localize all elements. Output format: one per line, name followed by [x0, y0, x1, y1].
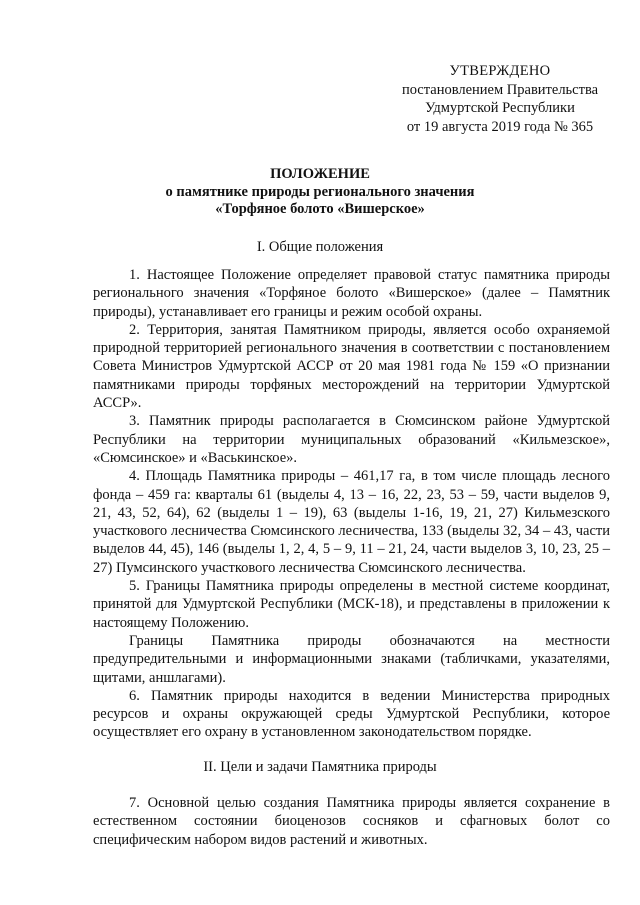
title-line: «Торфяное болото «Вишерское» [215, 201, 425, 217]
paragraph: 1. Настоящее Положение определяет правовой статус памятника природы регионального значения «Торфяное болото «Вишерское» (далее – Памятник природы), устанавливает его границы и режим особой охраны. [93, 267, 610, 320]
title-line: о памятнике природы регионального значения [165, 183, 475, 200]
section-body [93, 794, 610, 849]
approval-line: от 19 августа 2019 года № 365 [406, 118, 594, 135]
approval-line: постановлением Правительства [401, 81, 599, 98]
paragraph: 5. Границы Памятника природы определены в местной системе координат, принятой для Удмуртской Республики (МСК-18), и представлены в приложении к настоящему Положению. [93, 578, 610, 631]
section-heading: I. Общие положения [256, 239, 384, 255]
paragraph: 2. Территория, занятая Памятником природы, является особо охраняемой природной территорией регионального значения в соответствии с постановлением Совета Министров Удмуртской АССР от 20 мая 1981 года № 159 «О признании памятниками природы торфяных месторождений на территории Удмуртской АССР». [93, 321, 610, 412]
approval-line: Удмуртской Республики [425, 100, 575, 116]
approval-stamp [390, 62, 610, 136]
document-title [80, 166, 560, 219]
section-heading: II. Цели и задачи Памятника природы [203, 759, 437, 775]
paragraph: 7. Основной целью создания Памятника природы является сохранение в естественном состоянии биоценозов сосняков и сфагновых болот со специфическим набором видов растений и животных. [93, 795, 610, 848]
title-line: ПОЛОЖЕНИЕ [270, 166, 370, 182]
paragraph: 6. Памятник природы находится в ведении Министерства природных ресурсов и охраны окружающей среды Удмуртской Республики, которое осуществляет его охрану в установленном законодательством порядке. [93, 687, 610, 741]
paragraph: Границы Памятника природы обозначаются на местности предупредительными и информационными знаками (табличками, указателями, щитами, аншлагами). [93, 632, 610, 686]
approval-heading: УТВЕРЖДЕНО [449, 63, 551, 79]
paragraph: 3. Памятник природы располагается в Сюмсинском районе Удмуртской Республики на территории муниципальных образований «Кильмезское», «Сюмсинское» и «Васькинское». [93, 413, 610, 466]
paragraph: 4. Площадь Памятника природы – 461,17 га, в том числе площадь лесного фонда – 459 га: кварталы 61 (выделы 4, 13 – 16, 22, 23, 53 – 59, части выделов 9, 21, 43, 52, 64), 62 (выделы 1 – 19), 63 (выделы 1-16, 19, 21, 27) Кильмезского участкового лесничества Сюмсинского лесничества, 133 (выделы 32, 34 – 43, части выделов 44, 45), 146 (выделы 1, 2, 4, 5 – 9, 11 – 21, 24, части выделов 3, 10, 23, 25 – 27) Пумсинского участкового лесничества Сюмсинского лесничества. [93, 468, 610, 576]
section-body [93, 266, 610, 742]
